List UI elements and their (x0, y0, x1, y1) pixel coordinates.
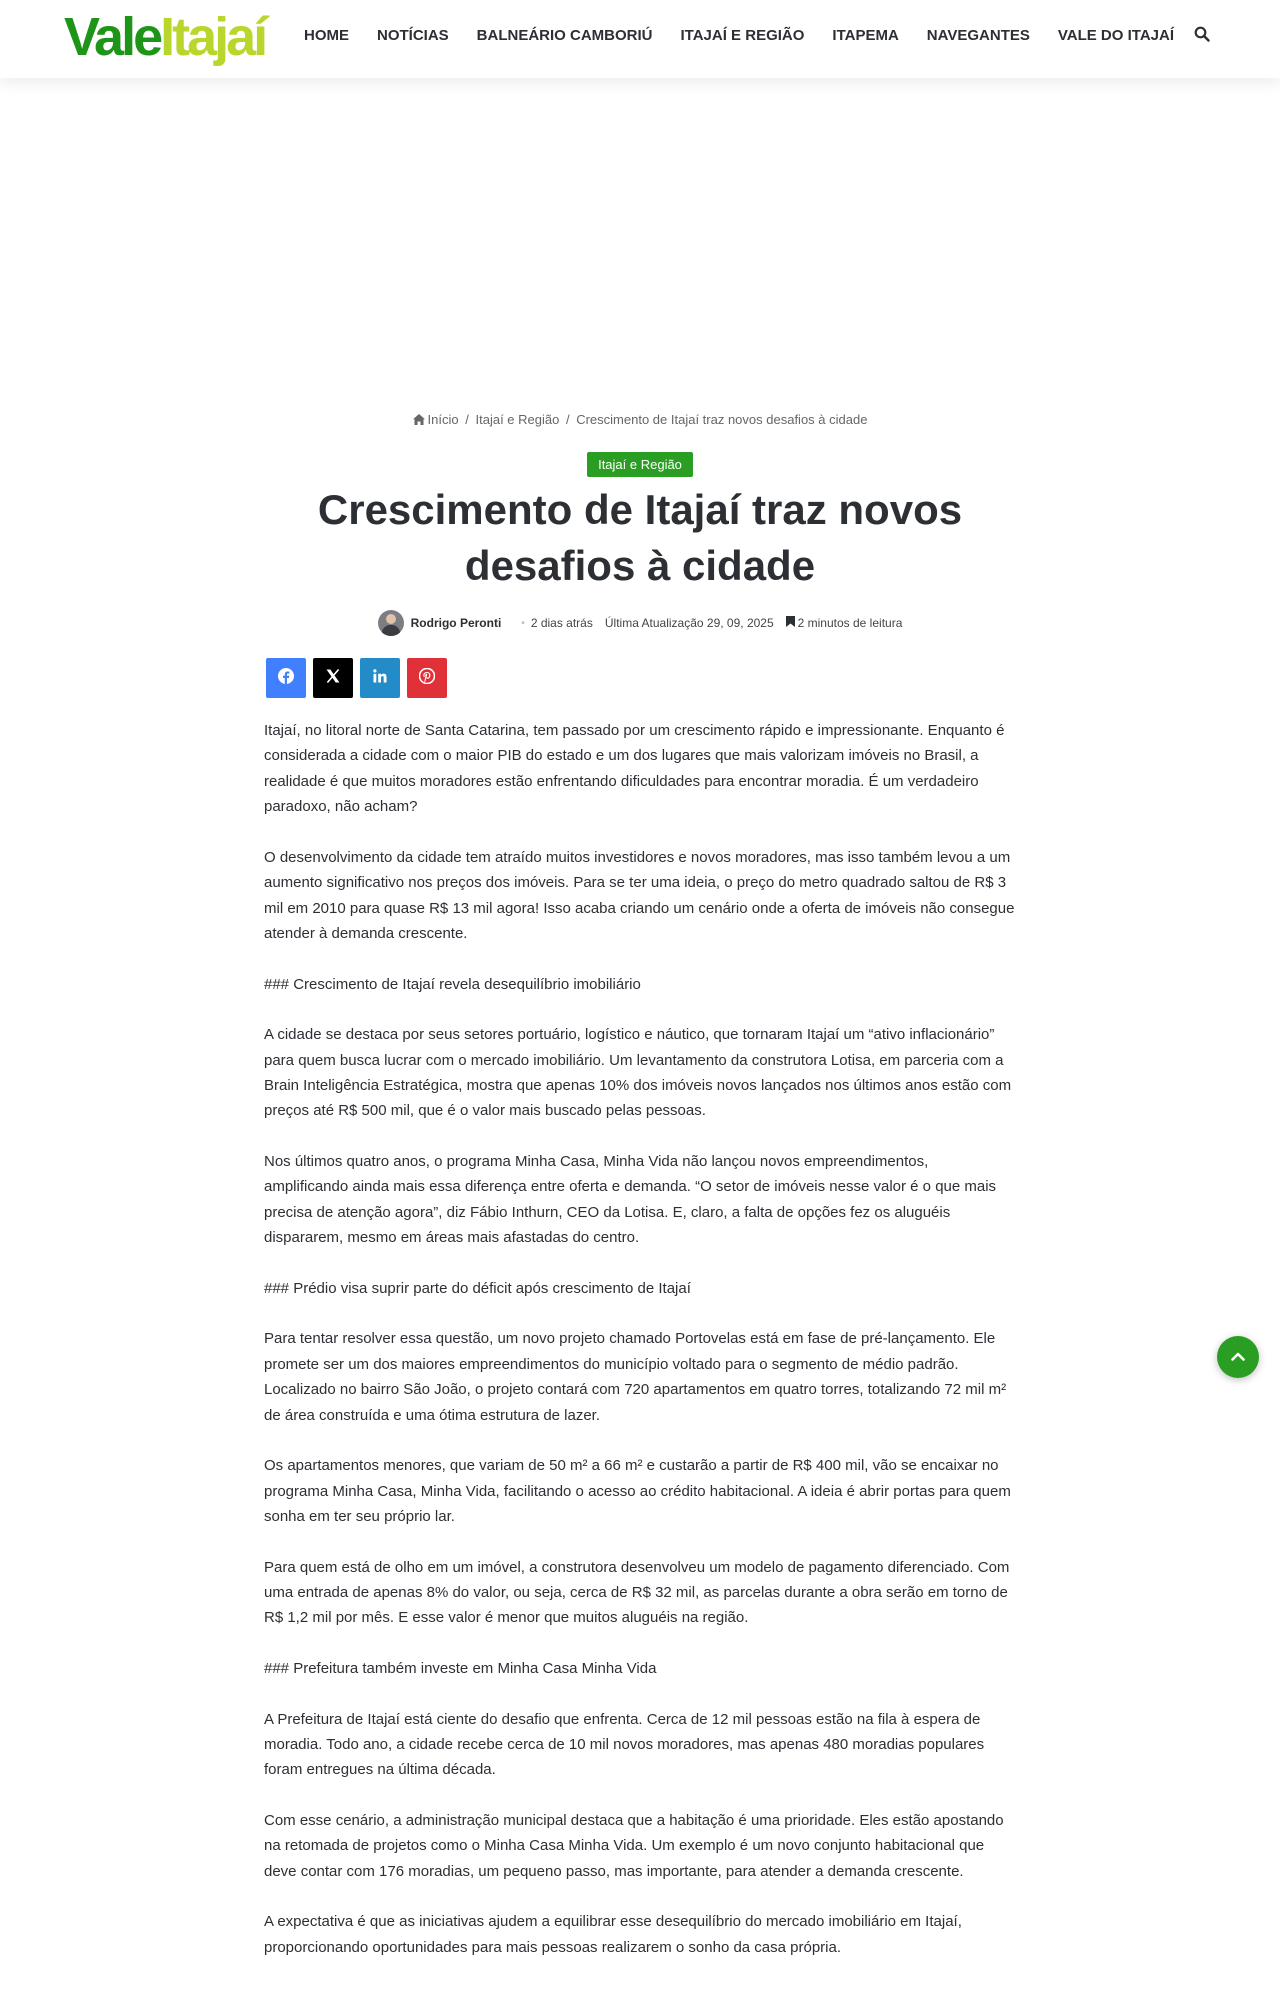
nav-item-noticias[interactable]: NOTÍCIAS (377, 26, 449, 44)
article-paragraph: A Prefeitura de Itajaí está ciente do desafio que enfrenta. Cerca de 12 mil pessoas estão na fila à espera de moradia. Todo ano, a cidade recebe cerca de 10 mil novos moradores, mas apenas 480 moradias populares foram entregues na última década. (264, 1710, 985, 1779)
breadcrumb-category[interactable]: Itajaí e Região (475, 412, 560, 427)
category-badge[interactable]: Itajaí e Região (587, 452, 693, 477)
chevron-up-icon (1231, 1348, 1245, 1366)
search-icon[interactable] (1194, 26, 1212, 44)
article-paragraph: Com esse cenário, a administração municipal destaca que a habitação é uma prioridade. Eles estão apostando na retomada de projetos como o Minha Casa Minha Vida. Um exemplo é um novo conjunto habitacional que deve contar com 176 moradias, um pequeno passo, mas importante, para atender a demanda crescente. (264, 1812, 1004, 1880)
share-facebook-button[interactable] (266, 658, 306, 698)
nav-item-vale-do-itajai[interactable]: VALE DO ITAJAÍ (1057, 26, 1174, 44)
linkedin-icon (373, 669, 387, 688)
nav-item-itajai-e-regiao[interactable]: ITAJAÍ E REGIÃO (680, 26, 805, 44)
breadcrumb (0, 412, 1280, 428)
post-updated: Última Atualização 29, 09, 2025 (604, 616, 774, 630)
pinterest-icon (419, 668, 435, 689)
post-title: Crescimento de Itajaí traz novos desafios à cidade (317, 486, 963, 589)
x-icon (326, 669, 340, 688)
article-paragraph: Os apartamentos menores, que variam de 50 m² a 66 m² e custarão a partir de R$ 400 mil, vão se encaixar no programa Minha Casa, Minha Vida, facilitando o acesso ao crédito habitacional. A ideia é abrir portas para quem sonha em ter seu próprio lar. (264, 1457, 1011, 1526)
article-paragraph: Itajaí, no litoral norte de Santa Catarina, tem passado por um crescimento rápido e impressionante. Enquanto é considerada a cidade com o maior PIB do estado e um dos lugares que mais valorizam imóveis no Brasil, a realidade é que muitos moradores estão enfrentando dificuldades para encontrar moradia. É um verdadeiro paradoxo, não acham? (264, 722, 1005, 816)
article-paragraph: A expectativa é que as iniciativas ajudem a equilibrar esse desequilíbrio do mercado imobiliário em Itajaí, proporcionando oportunidades para mais pessoas realizarem o sonho da casa própria. (264, 1913, 962, 1956)
article-paragraph: Para tentar resolver essa questão, um novo projeto chamado Portovelas está em fase de pré-lançamento. Ele promete ser um dos maiores empreendimentos do município voltado para o segmento de médio padrão. Localizado no bairro São João, o projeto contará com 720 apartamentos em quatro torres, totalizando 72 mil m² de área construída e uma ótima estrutura de lazer. (264, 1330, 1007, 1424)
nav-item-balneario-camboriu[interactable]: BALNEÁRIO CAMBORIÚ (476, 26, 653, 44)
article-body (264, 718, 1016, 1985)
ad-space (0, 78, 1280, 398)
breadcrumb-current: Crescimento de Itajaí traz novos desafios à cidade (576, 412, 868, 427)
article-paragraph: A cidade se destaca por seus setores portuário, logístico e náutico, que tornaram Itajaí um “ativo inflacionário” para quem busca lucrar com o mercado imobiliário. Um levantamento da construtora Lotisa, em parceria com a Brain Inteligência Estratégica, mostra que apenas 10% dos imóveis novos lançados nos últimos anos estão com preços até R$ 500 mil, que é o valor mais buscado pelas pessoas. (264, 1026, 1012, 1120)
meta-dot-icon: • (521, 617, 525, 629)
bookmark-icon (786, 616, 795, 630)
breadcrumb-separator: / (565, 412, 570, 427)
article-subheading: ### Crescimento de Itajaí revela desequilíbrio imobiliário (264, 975, 641, 993)
breadcrumb-separator: / (465, 412, 469, 427)
breadcrumb-home[interactable]: Início (427, 412, 459, 427)
facebook-icon (278, 668, 294, 689)
post-meta (0, 610, 1280, 636)
share-buttons (266, 658, 454, 698)
article-paragraph: O desenvolvimento da cidade tem atraído muitos investidores e novos moradores, mas isso também levou a um aumento significativo nos preços dos imóveis. Para se ter uma ideia, o preço do metro quadrado saltou de R$ 3 mil em 2010 para quase R$ 13 mil agora! Isso acaba criando um cenário onde a oferta de imóveis não consegue atender à demanda crescente. (264, 848, 1015, 943)
share-pinterest-button[interactable] (407, 658, 447, 698)
share-linkedin-button[interactable] (360, 658, 400, 698)
nav-item-itapema[interactable]: ITAPEMA (832, 26, 899, 44)
logo-text-vale: Vale (64, 7, 161, 67)
article-subheading: ### Prédio visa suprir parte do déficit após crescimento de Itajaí (264, 1279, 691, 1297)
share-x-button[interactable] (313, 658, 353, 698)
category-badge-wrap (0, 452, 1280, 477)
article-paragraph: Para quem está de olho em um imóvel, a construtora desenvolveu um modelo de pagamento diferenciado. Com uma entrada de apenas 8% do valor, ou seja, cerca de R$ 32 mil, as parcelas durante a obra serão em torno de R$ 1,2 mil por mês. E esse valor é menor que muitos aluguéis na região. (264, 1558, 1010, 1627)
site-logo[interactable] (64, 8, 265, 66)
author-avatar[interactable] (378, 610, 404, 636)
home-icon (413, 413, 425, 428)
main-nav (304, 26, 1212, 44)
site-header (0, 0, 1280, 78)
article-subheading: ### Prefeitura também investe em Minha Casa Minha Vida (264, 1660, 657, 1678)
post-date: 2 dias atrás (530, 616, 593, 630)
author-name[interactable]: Rodrigo Peronti (410, 616, 502, 630)
nav-item-home[interactable]: HOME (304, 26, 349, 44)
article-paragraph: Nos últimos quatro anos, o programa Minha Casa, Minha Vida não lançou novos empreendimentos, amplificando ainda mais essa diferença entre oferta e demanda. “O setor de imóveis nesse valor é o que mais precisa de atenção agora”, diz Fábio Inthurn, CEO da Lotisa. E, claro, a falta de opções fez os aluguéis dispararem, mesmo em áreas mais afastadas do centro. (264, 1153, 997, 1247)
back-to-top-button[interactable] (1217, 1336, 1259, 1378)
nav-item-navegantes[interactable]: NAVEGANTES (926, 26, 1030, 44)
reading-time: 2 minutos de leitura (797, 616, 903, 630)
logo-text-itajai: Itajaí (160, 7, 266, 67)
